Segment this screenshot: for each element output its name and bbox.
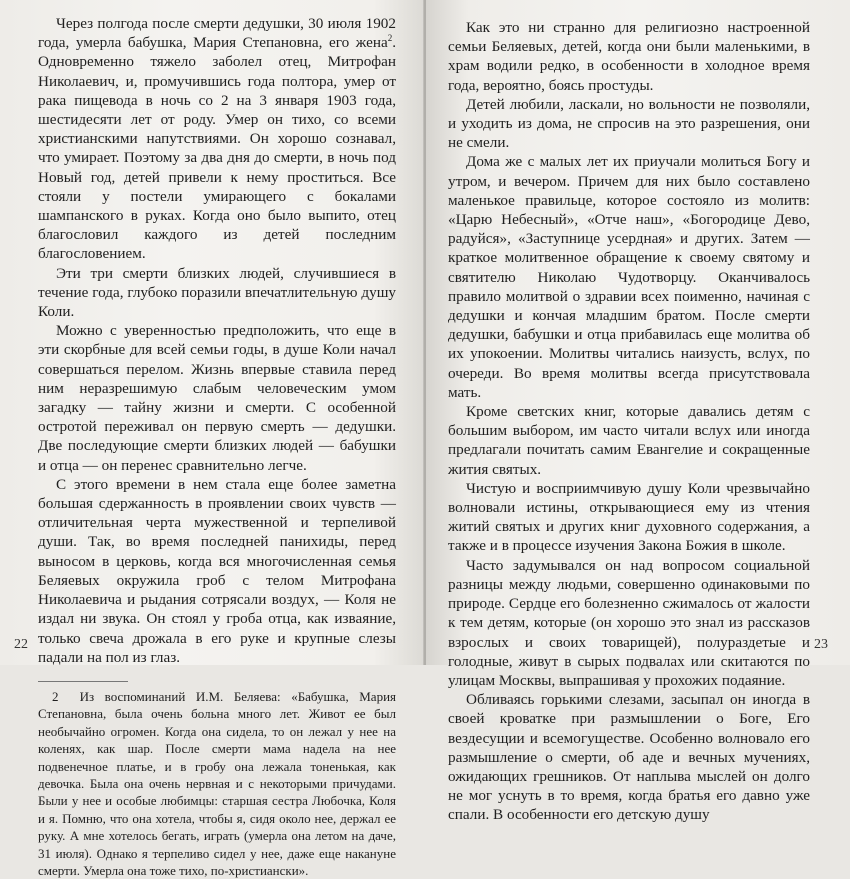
paragraph-text: Через полгода после смерти дедушки, 30 июля 1902 года, умерла бабушка, Мария Степановна, его жена bbox=[38, 15, 396, 52]
paragraph: Кроме светских книг, которые давались детям с большим выбором, им часто читали вслух или иногда предлагали почитать самим Евангелие и сокращенные жития святых. bbox=[448, 403, 810, 478]
paragraph: Можно с уверенностью предположить, что еще в эти скорбные для всей семьи годы, в душе Коли начал совершаться перелом. Жизнь впервые ставила перед ним неразрешимую слабым человеческим умом загадку — тайну жизни и смерти. С особенной остротой переживал он первую смерть — дедушки. Две последующие смерти близких людей — бабушки и отца — он перенес сравнительно легче. bbox=[38, 322, 396, 474]
paragraph: Эти три смерти близких людей, случившиеся в течение года, глубоко поразили впечатлительную душу Коли. bbox=[38, 264, 396, 321]
footnote bbox=[38, 688, 396, 879]
right-page-text bbox=[448, 18, 810, 825]
footnote-divider bbox=[38, 681, 128, 682]
paragraph: С этого времени в нем стала еще более заметна большая сдержанность в проявлении своих чувств — отличительная черта мужественной и терпеливой души. Так, во время последней панихиды, перед выносом в церковь, когда вся многочисленная семья Беляевых окружила гроб с телом Митрофана Николаевича и рыдания сотрясали воздух, — Коля не издал ни звука. Он стоял у гроба отца, как изваяние, только свеча дрожала в его руке и крупные слезы падали на пол из глаз. bbox=[38, 475, 396, 666]
left-page bbox=[0, 0, 424, 878]
right-page bbox=[426, 0, 850, 824]
left-page-text bbox=[38, 14, 396, 879]
paragraph: Дома же с малых лет их приучали молиться Богу и утром, и вечером. Причем для них было составлено маленькое правильце, которое состояло из молитв: «Царю Небесный», «Отче наш», «Богородице Дево, радуйся», «Заступнице усердная» и других. Затем — краткое молитвенное обращение к своему святому и святителю Николаю Чудотворцу. Оканчивалось правило молитвой о здравии всех поименно, начиная с дедушки и кончая младшим братом. После смерти дедушки, бабушки и отца прибавилась еще молитва об их упокоении. Молитвы читались наизусть, вслух, по очереди. Во время молитвы всегда присутствовала мать. bbox=[448, 153, 810, 401]
page-number: 22 bbox=[14, 637, 28, 652]
footnote-text: Из воспоминаний И.М. Беляева: «Бабушка, Мария Степановна, была очень больна много лет. Живот ее был необычайно огромен. Когда она сидела, то он лежал у нее на коленях, как шар. После смерти мама надела на нее подвенечное платье, и в гробу она лежала тоненькая, как девочка. Была она очень нервная и с некоторыми причудами. Были у нее и особые любимцы: старшая сестра Любочка, Коля и я. Помню, что она хотела, чтобы я, сидя около нее, держал ее руку. А мне хотелось бегать, играть (умерла она летом на даче, 31 июля). Однако я терпеливо сидел у нее, даже еще накануне смерти. Умерла она тоже тихо, по-христиански». bbox=[38, 688, 397, 878]
paragraph-text-continued: . Одновременно тяжело заболел отец, Митрофан Николаевич, и, промучившись года полтора, умер от рака пищевода в ночь со 2 на 3 января 1903 года, шестидесяти лет от роду. Умер он тихо, со всеми христианскими напутствиями. Он хорошо сознавал, что умирает. Поэтому за два дня до смерти, в ночь под Новый год, детей привели к нему проститься. Все стояли у постели умирающего с бокалами шампанского в руках. Когда оно было выпито, отец благословил каждого из детей последним благословением. bbox=[38, 34, 396, 263]
footnote-marker: 2 bbox=[52, 688, 59, 704]
paragraph: Как это ни странно для религиозно настроенной семьи Беляевых, детей, когда они были маленькими, в храм водили редко, в особенности в холодное время года, вероятно, боясь простуды. bbox=[448, 19, 810, 94]
paragraph: Часто задумывался он над вопросом социальной разницы между людьми, совершенно одинаковыми по природе. Сердце его болезненно сжималось от жалости к тем детям, которые (он хорошо это знал из рассказов взрослых и своих товарищей), полураздетые и голодные, живут в сырых подвалах или скитаются по улицам Москвы, выпрашивая у прохожих подаяние. bbox=[448, 556, 810, 689]
page-number: 23 bbox=[814, 637, 828, 652]
paragraph: Детей любили, ласкали, но вольности не позволяли, и уходить из дома, не спросив на это разрешения, они не смели. bbox=[448, 95, 810, 152]
paragraph: Чистую и восприимчивую душу Коли чрезвычайно волновали истины, открывающиеся ему из чтения житий святых и других книг духовного содержания, а также и в процессе изучения Закона Божия в школе. bbox=[448, 479, 810, 555]
footnote-reference: 2 bbox=[387, 33, 393, 44]
paragraph bbox=[38, 14, 396, 264]
paragraph: Обливаясь горькими слезами, засыпал он иногда в своей кроватке при размышлении о Боге, Его вездесущии и всемогуществе. Особенно волновало его размышление о смерти, об аде и вечных мучениях, ожидающих грешников. От наплыва мыслей он долго не мог уснуть в то время, когда братья его давно уже спали. В особенности его детскую душу bbox=[448, 691, 810, 824]
